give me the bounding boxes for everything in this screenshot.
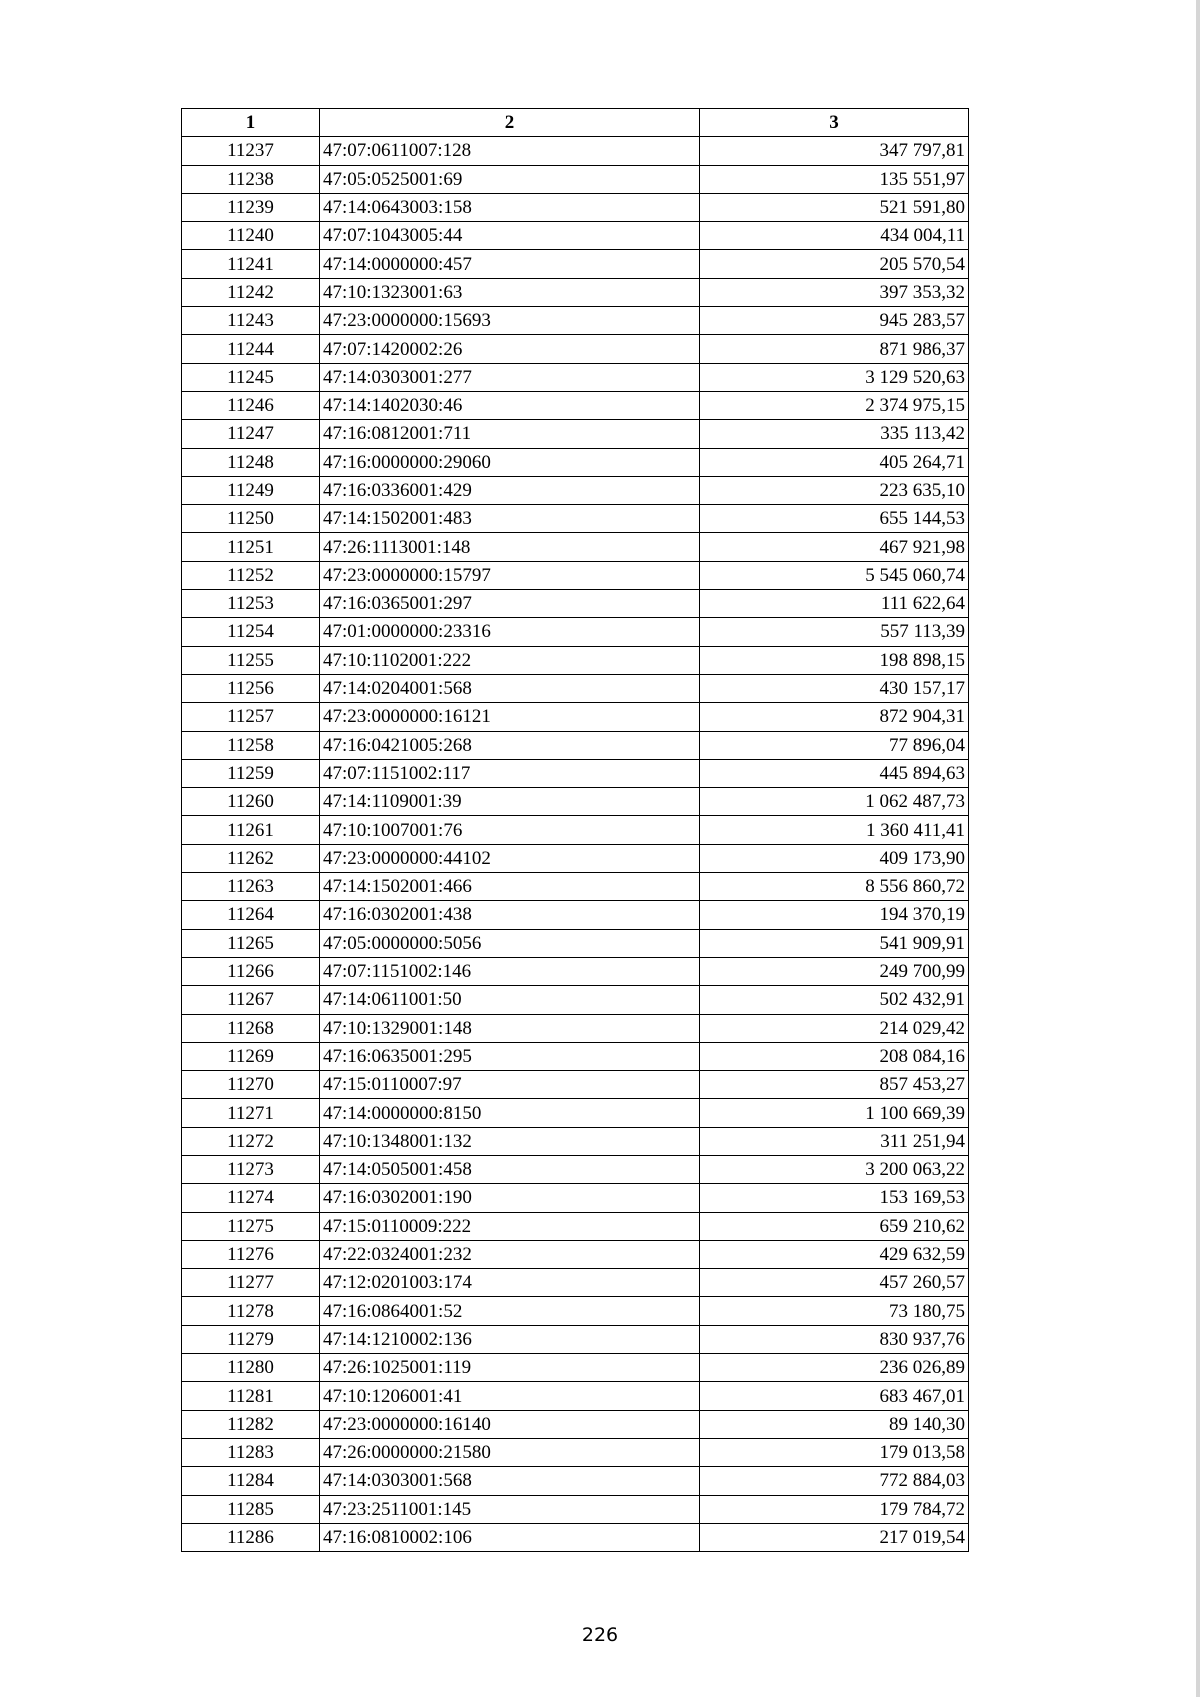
table-row <box>182 901 969 929</box>
table-row <box>182 533 969 561</box>
row-number-cell: 11264 <box>182 901 320 929</box>
row-number-cell: 11237 <box>182 137 320 165</box>
table-row <box>182 1467 969 1495</box>
cadastral-number-cell: 47:16:0635001:295 <box>320 1042 700 1070</box>
table-row <box>182 816 969 844</box>
value-cell: 872 904,31 <box>700 703 969 731</box>
cadastral-number-cell: 47:23:0000000:16140 <box>320 1410 700 1438</box>
cadastral-number-cell: 47:23:2511001:145 <box>320 1495 700 1523</box>
table-row <box>182 193 969 221</box>
row-number-cell: 11252 <box>182 561 320 589</box>
row-number-cell: 11282 <box>182 1410 320 1438</box>
table-row <box>182 335 969 363</box>
row-number-cell: 11239 <box>182 193 320 221</box>
value-cell: 1 062 487,73 <box>700 788 969 816</box>
value-cell: 347 797,81 <box>700 137 969 165</box>
row-number-cell: 11258 <box>182 731 320 759</box>
value-cell: 655 144,53 <box>700 505 969 533</box>
row-number-cell: 11256 <box>182 674 320 702</box>
table-row <box>182 873 969 901</box>
cadastral-number-cell: 47:05:0000000:5056 <box>320 929 700 957</box>
row-number-cell: 11276 <box>182 1240 320 1268</box>
cadastral-number-cell: 47:07:1043005:44 <box>320 222 700 250</box>
row-number-cell: 11284 <box>182 1467 320 1495</box>
cadastral-number-cell: 47:16:0302001:438 <box>320 901 700 929</box>
value-cell: 236 026,89 <box>700 1354 969 1382</box>
value-cell: 467 921,98 <box>700 533 969 561</box>
cadastral-number-cell: 47:26:1025001:119 <box>320 1354 700 1382</box>
row-number-cell: 11280 <box>182 1354 320 1382</box>
cadastral-number-cell: 47:10:1007001:76 <box>320 816 700 844</box>
cadastral-number-cell: 47:07:1420002:26 <box>320 335 700 363</box>
table-row <box>182 222 969 250</box>
value-cell: 830 937,76 <box>700 1325 969 1353</box>
table-row <box>182 1071 969 1099</box>
cadastral-number-cell: 47:16:0810002:106 <box>320 1523 700 1551</box>
cadastral-number-cell: 47:14:0204001:568 <box>320 674 700 702</box>
row-number-cell: 11269 <box>182 1042 320 1070</box>
cadastral-number-cell: 47:14:0643003:158 <box>320 193 700 221</box>
value-cell: 871 986,37 <box>700 335 969 363</box>
table-row <box>182 420 969 448</box>
table-row <box>182 391 969 419</box>
cadastral-number-cell: 47:14:0000000:8150 <box>320 1099 700 1127</box>
row-number-cell: 11263 <box>182 873 320 901</box>
cadastral-number-cell: 47:16:0336001:429 <box>320 476 700 504</box>
row-number-cell: 11253 <box>182 590 320 618</box>
value-cell: 445 894,63 <box>700 759 969 787</box>
cadastral-number-cell: 47:23:0000000:16121 <box>320 703 700 731</box>
value-cell: 2 374 975,15 <box>700 391 969 419</box>
value-cell: 405 264,71 <box>700 448 969 476</box>
cadastral-number-cell: 47:16:0365001:297 <box>320 590 700 618</box>
table-row <box>182 674 969 702</box>
row-number-cell: 11249 <box>182 476 320 504</box>
value-cell: 557 113,39 <box>700 618 969 646</box>
table-row <box>182 703 969 731</box>
value-cell: 397 353,32 <box>700 278 969 306</box>
row-number-cell: 11244 <box>182 335 320 363</box>
row-number-cell: 11262 <box>182 844 320 872</box>
value-cell: 217 019,54 <box>700 1523 969 1551</box>
row-number-cell: 11272 <box>182 1127 320 1155</box>
row-number-cell: 11260 <box>182 788 320 816</box>
row-number-cell: 11265 <box>182 929 320 957</box>
value-cell: 73 180,75 <box>700 1297 969 1325</box>
table-row <box>182 476 969 504</box>
row-number-cell: 11270 <box>182 1071 320 1099</box>
cadastral-number-cell: 47:23:0000000:15693 <box>320 307 700 335</box>
value-cell: 249 700,99 <box>700 957 969 985</box>
row-number-cell: 11277 <box>182 1269 320 1297</box>
table-row <box>182 561 969 589</box>
row-number-cell: 11283 <box>182 1438 320 1466</box>
table-row <box>182 1127 969 1155</box>
cadastral-number-cell: 47:14:0000000:457 <box>320 250 700 278</box>
row-number-cell: 11248 <box>182 448 320 476</box>
row-number-cell: 11285 <box>182 1495 320 1523</box>
value-cell: 857 453,27 <box>700 1071 969 1099</box>
table-row <box>182 505 969 533</box>
table-row <box>182 590 969 618</box>
table-row <box>182 759 969 787</box>
value-cell: 198 898,15 <box>700 646 969 674</box>
row-number-cell: 11266 <box>182 957 320 985</box>
table-row <box>182 250 969 278</box>
cadastral-number-cell: 47:15:0110009:222 <box>320 1212 700 1240</box>
value-cell: 683 467,01 <box>700 1382 969 1410</box>
row-number-cell: 11242 <box>182 278 320 306</box>
row-number-cell: 11278 <box>182 1297 320 1325</box>
row-number-cell: 11259 <box>182 759 320 787</box>
cadastral-number-cell: 47:26:1113001:148 <box>320 533 700 561</box>
value-cell: 111 622,64 <box>700 590 969 618</box>
table-row <box>182 307 969 335</box>
value-cell: 311 251,94 <box>700 1127 969 1155</box>
value-cell: 502 432,91 <box>700 986 969 1014</box>
header-cell-2: 2 <box>320 109 700 137</box>
row-number-cell: 11267 <box>182 986 320 1014</box>
value-cell: 179 784,72 <box>700 1495 969 1523</box>
table-row <box>182 731 969 759</box>
value-cell: 429 632,59 <box>700 1240 969 1268</box>
cadastral-number-cell: 47:12:0201003:174 <box>320 1269 700 1297</box>
row-number-cell: 11273 <box>182 1155 320 1183</box>
cadastral-number-cell: 47:10:1102001:222 <box>320 646 700 674</box>
row-number-cell: 11261 <box>182 816 320 844</box>
value-cell: 179 013,58 <box>700 1438 969 1466</box>
value-cell: 409 173,90 <box>700 844 969 872</box>
value-cell: 3 129 520,63 <box>700 363 969 391</box>
page-number: 226 <box>581 1624 619 1646</box>
table-row <box>182 986 969 1014</box>
cadastral-number-cell: 47:15:0110007:97 <box>320 1071 700 1099</box>
row-number-cell: 11255 <box>182 646 320 674</box>
row-number-cell: 11254 <box>182 618 320 646</box>
cadastral-number-cell: 47:14:1402030:46 <box>320 391 700 419</box>
cadastral-number-cell: 47:10:1348001:132 <box>320 1127 700 1155</box>
row-number-cell: 11250 <box>182 505 320 533</box>
value-cell: 77 896,04 <box>700 731 969 759</box>
row-number-cell: 11274 <box>182 1184 320 1212</box>
table-row <box>182 1297 969 1325</box>
row-number-cell: 11279 <box>182 1325 320 1353</box>
cadastral-number-cell: 47:14:0611001:50 <box>320 986 700 1014</box>
table-row <box>182 165 969 193</box>
value-cell: 457 260,57 <box>700 1269 969 1297</box>
row-number-cell: 11240 <box>182 222 320 250</box>
cadastral-number-cell: 47:05:0525001:69 <box>320 165 700 193</box>
row-number-cell: 11251 <box>182 533 320 561</box>
cadastral-number-cell: 47:14:1210002:136 <box>320 1325 700 1353</box>
cadastral-number-cell: 47:23:0000000:44102 <box>320 844 700 872</box>
row-number-cell: 11247 <box>182 420 320 448</box>
cadastral-number-cell: 47:10:1323001:63 <box>320 278 700 306</box>
value-cell: 335 113,42 <box>700 420 969 448</box>
table-row <box>182 844 969 872</box>
table-row <box>182 1495 969 1523</box>
value-cell: 89 140,30 <box>700 1410 969 1438</box>
value-cell: 205 570,54 <box>700 250 969 278</box>
cadastral-number-cell: 47:14:0303001:568 <box>320 1467 700 1495</box>
value-cell: 434 004,11 <box>700 222 969 250</box>
cadastral-number-cell: 47:01:0000000:23316 <box>320 618 700 646</box>
value-cell: 1 360 411,41 <box>700 816 969 844</box>
table-row <box>182 1354 969 1382</box>
cadastral-number-cell: 47:16:0302001:190 <box>320 1184 700 1212</box>
cadastral-number-cell: 47:14:1502001:483 <box>320 505 700 533</box>
page-edge <box>1196 0 1200 1697</box>
table-row <box>182 278 969 306</box>
table-row <box>182 1014 969 1042</box>
table-row <box>182 788 969 816</box>
table-row <box>182 1042 969 1070</box>
row-number-cell: 11271 <box>182 1099 320 1127</box>
cadastral-number-cell: 47:23:0000000:15797 <box>320 561 700 589</box>
table-row <box>182 1382 969 1410</box>
cadastral-number-cell: 47:16:0812001:711 <box>320 420 700 448</box>
cadastral-number-cell: 47:26:0000000:21580 <box>320 1438 700 1466</box>
value-cell: 659 210,62 <box>700 1212 969 1240</box>
table-row <box>182 1438 969 1466</box>
value-cell: 541 909,91 <box>700 929 969 957</box>
table-row <box>182 1184 969 1212</box>
row-number-cell: 11243 <box>182 307 320 335</box>
table-row <box>182 137 969 165</box>
value-cell: 521 591,80 <box>700 193 969 221</box>
cadastral-number-cell: 47:07:0611007:128 <box>320 137 700 165</box>
cadastral-number-cell: 47:16:0000000:29060 <box>320 448 700 476</box>
value-cell: 135 551,97 <box>700 165 969 193</box>
cadastral-number-cell: 47:14:0505001:458 <box>320 1155 700 1183</box>
value-cell: 194 370,19 <box>700 901 969 929</box>
cadastral-number-cell: 47:22:0324001:232 <box>320 1240 700 1268</box>
cadastral-number-cell: 47:14:0303001:277 <box>320 363 700 391</box>
table-row <box>182 1410 969 1438</box>
value-cell: 8 556 860,72 <box>700 873 969 901</box>
value-cell: 1 100 669,39 <box>700 1099 969 1127</box>
header-cell-3: 3 <box>700 109 969 137</box>
row-number-cell: 11268 <box>182 1014 320 1042</box>
value-cell: 3 200 063,22 <box>700 1155 969 1183</box>
table-row <box>182 1240 969 1268</box>
table-row <box>182 618 969 646</box>
table-row <box>182 1325 969 1353</box>
value-cell: 772 884,03 <box>700 1467 969 1495</box>
cadastral-number-cell: 47:07:1151002:117 <box>320 759 700 787</box>
cadastral-number-cell: 47:14:1109001:39 <box>320 788 700 816</box>
value-cell: 223 635,10 <box>700 476 969 504</box>
value-cell: 945 283,57 <box>700 307 969 335</box>
value-cell: 5 545 060,74 <box>700 561 969 589</box>
cadastral-number-cell: 47:16:0864001:52 <box>320 1297 700 1325</box>
cadastral-number-cell: 47:10:1206001:41 <box>320 1382 700 1410</box>
table-row <box>182 1099 969 1127</box>
row-number-cell: 11286 <box>182 1523 320 1551</box>
table-row <box>182 646 969 674</box>
cadastral-number-cell: 47:14:1502001:466 <box>320 873 700 901</box>
table-row <box>182 363 969 391</box>
table-row <box>182 1269 969 1297</box>
header-cell-1: 1 <box>182 109 320 137</box>
cadastral-number-cell: 47:07:1151002:146 <box>320 957 700 985</box>
value-cell: 430 157,17 <box>700 674 969 702</box>
value-cell: 153 169,53 <box>700 1184 969 1212</box>
row-number-cell: 11245 <box>182 363 320 391</box>
row-number-cell: 11238 <box>182 165 320 193</box>
cadastral-number-cell: 47:16:0421005:268 <box>320 731 700 759</box>
table-row <box>182 1155 969 1183</box>
cadastral-number-cell: 47:10:1329001:148 <box>320 1014 700 1042</box>
table-row <box>182 1523 969 1551</box>
header-row <box>182 109 969 137</box>
row-number-cell: 11275 <box>182 1212 320 1240</box>
data-table <box>181 108 969 1552</box>
row-number-cell: 11246 <box>182 391 320 419</box>
table-row <box>182 929 969 957</box>
table-row <box>182 448 969 476</box>
row-number-cell: 11241 <box>182 250 320 278</box>
table-row <box>182 957 969 985</box>
value-cell: 214 029,42 <box>700 1014 969 1042</box>
table-body <box>182 137 969 1552</box>
row-number-cell: 11257 <box>182 703 320 731</box>
value-cell: 208 084,16 <box>700 1042 969 1070</box>
table-row <box>182 1212 969 1240</box>
row-number-cell: 11281 <box>182 1382 320 1410</box>
